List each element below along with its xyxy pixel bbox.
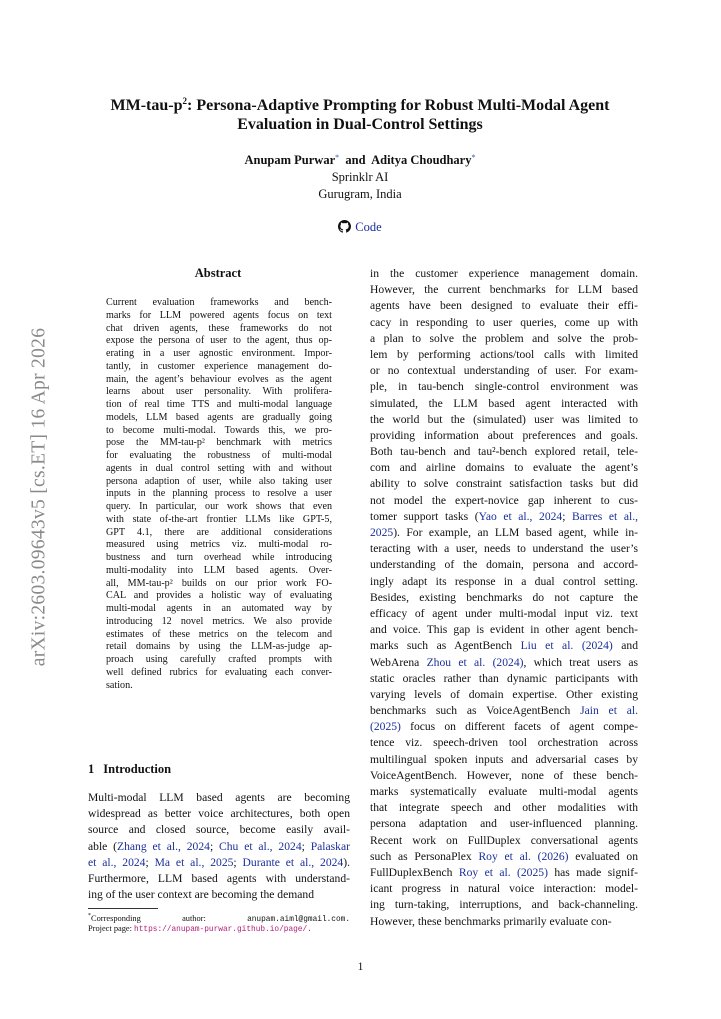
email-link[interactable]: anupam.aiml@gmail.com. (247, 915, 351, 924)
text-line: tence viz. speech-driven tool orchestration across (370, 736, 638, 750)
text-line: inputs in the planning process to resolve a user (106, 488, 332, 500)
text-line: ability to solve constraint satisfaction tasks but did (370, 477, 638, 491)
author-name: Anupam Purwar (244, 153, 336, 167)
introduction-text (88, 790, 350, 903)
text-line: FullDuplexBench Roy et al. (2025) has made signif- (370, 865, 638, 879)
text-line: bustness and turn overhead while introducing (106, 552, 332, 563)
location: Gurugram, India (318, 187, 402, 201)
citation-link[interactable]: Liu et al. (2024) (520, 639, 613, 653)
text-line: expose the persona of user to the agent, thus op- (106, 335, 332, 347)
text-line: et al., 2024; Ma et al., 2025; Durante et al., 2024). (88, 855, 350, 869)
text-line: ingly adapt its response in a dual control setting. (370, 574, 638, 588)
citation-link[interactable]: Roy et al. (2025) (458, 865, 548, 879)
citation-link[interactable]: 2025 (370, 526, 394, 539)
text-line: in the customer experience management domain. (370, 267, 638, 280)
text-line: source and closed source, become easily avail- (88, 823, 350, 837)
footnote-rule (88, 908, 158, 909)
section-heading: 1 Introduction (88, 762, 172, 776)
text-line: measured using metrics viz. multi-modal ro- (106, 539, 332, 551)
text-line: such as PersonaPlex Roy et al. (2026) evaluated on (370, 849, 638, 863)
code-link[interactable]: Code (80, 220, 640, 235)
text-line: marks such as AgentBench Liu et al. (2024) and (370, 639, 638, 653)
text-line: Furthermore, LLM based agents with understand- (88, 871, 350, 885)
text-line: multi-modal agents in an automated way by (106, 603, 332, 614)
text-line: understanding of the domain, persona and accord- (370, 558, 638, 572)
text-line: Besides, existing benchmarks do not capture the (370, 590, 638, 604)
paper-title: $MM-tau-p^2$: Persona-Adaptive Prompting for Robust Multi-Modal Agent Evaluation in Dual-Control Settings (110, 96, 610, 133)
citation-link[interactable]: Zhou et al. (2024) (426, 655, 524, 669)
author-mark: * (335, 153, 340, 162)
text-line: Both tau-bench and tau²-bench explored retail, tele- (370, 445, 638, 459)
page-number: 1 (357, 961, 364, 973)
text-line: Recent work on FullDuplex conversational agents (370, 833, 638, 847)
text-line: able (Zhang et al., 2024; Chu et al., 2024; Palaskar (88, 839, 350, 853)
text-line: that integrate speech and other modalities with (370, 801, 638, 815)
text-line: tion of real time TTS and multi-modal language (106, 399, 332, 410)
text-line: cacy in responding to user queries, come up with (370, 315, 638, 329)
text-line: teracting with a user, needs to understand the user’s (370, 542, 638, 556)
text-line: pose the MM-tau-p² benchmark with metrics (106, 437, 332, 449)
text-line: sation. (106, 679, 133, 691)
text-line: tomer support tasks (Yao et al., 2024; Barres et al., (370, 509, 638, 523)
text-line: However, these benchmarks primarily evaluate con- (370, 914, 612, 928)
text-line: However, the current benchmarks for LLM based (370, 283, 638, 297)
text-line: chat driven agents, these frameworks do not (106, 322, 332, 334)
text-line: ing turn-taking, interruptions, and back-channeling. (370, 898, 638, 912)
text-line: widespread as better voice architectures, both open (88, 807, 350, 821)
text-line: simulated, the LLM based agent interacted with (370, 396, 638, 410)
text-line: varying levels of domain expertise. Other existing (370, 687, 638, 701)
text-line: benchmarks such as VoiceAgentBench Jain et al. (370, 704, 638, 718)
text-line: VoiceAgentBench. However, none of these bench- (370, 768, 638, 782)
text-line: persona adaptation and user-influenced planning. (370, 817, 638, 831)
project-page-link[interactable]: https://anupam-purwar.github.io/page/. (134, 925, 312, 934)
text-line: com and airline domains to evaluate the agent’s (370, 461, 638, 475)
citation-link[interactable]: Jain et al. (580, 704, 638, 718)
footnote: *Corresponding author: anupam.aiml@gmail.com. Project page: https://anupam-purwar.github.io/page/. (88, 913, 351, 934)
right-column-text (370, 266, 638, 930)
github-icon (338, 220, 351, 233)
text-line: retail domains by using the LLM-as-judge ap- (106, 641, 332, 653)
text-line: and voice. This gap is evident in other agent bench- (370, 623, 638, 637)
author-mark: * (471, 153, 476, 162)
citation-link[interactable]: et al., 2024 (88, 855, 146, 869)
text-line: 2025). For example, an LLM based agent, while in- (370, 526, 638, 539)
author-name: Aditya Choudhary (371, 153, 472, 167)
citation-link[interactable]: (2025) (370, 720, 401, 734)
citation-link[interactable]: Zhang et al., 2024 (117, 839, 210, 853)
text-line: icant progress in natural voice interaction: model- (370, 882, 638, 896)
text-line: agents have been designed to evaluate their effi- (370, 299, 638, 313)
text-line: all, MM-tau-p² builds on our prior work FO- (106, 577, 332, 589)
abstract-body (106, 297, 332, 692)
text-line: tantly, in customer experience management do- (106, 360, 332, 372)
text-line: not model the expert-novice gap inherent to cus- (370, 493, 638, 507)
text-line: well defined rubrics for evaluating each conver- (106, 666, 332, 678)
text-line: multi-modality into LLM based agents. Over- (106, 564, 332, 576)
text-line: erating in a user agnostic environment. Impor- (106, 348, 332, 359)
text-line: main, the agent’s behaviour evolves as the agent (106, 373, 332, 385)
text-line: estimates of these metrics on the telecom and (106, 628, 332, 640)
text-line: models, LLM based agents are gradually going (106, 411, 332, 423)
text-line: persona adaption of user, while also taking user (106, 475, 332, 487)
text-line: Multi-modal LLM based agents are becoming (88, 791, 350, 804)
citation-link[interactable]: Roy et al. (2026) (478, 849, 569, 863)
text-line: marks for LLM powered agents focus on text (106, 309, 332, 321)
citation-link[interactable]: Chu et al., 2024 (219, 839, 302, 853)
affiliation: Sprinklr AI (331, 170, 389, 184)
text-line: marks systematically evaluate multi-modal agents (370, 785, 638, 798)
citation-link[interactable]: Ma et al., 2025 (154, 855, 234, 869)
text-line: the world but the (simulated) user was limited to (370, 412, 638, 426)
text-line: introducing 12 novel metrics. We also provide (106, 615, 332, 627)
text-line: WebArena Zhou et al. (2024), which treat users as (370, 655, 638, 669)
arxiv-stamp: arXiv:2603.09643v5 [cs.ET] 16 Apr 2026 (28, 327, 50, 667)
text-line: Current evaluation frameworks and bench- (106, 297, 332, 308)
text-line: learns about user personality. With prolifera- (106, 386, 332, 398)
text-line: ple, in tau-bench single-control environment was (370, 380, 638, 394)
citation-link[interactable]: Durante et al., 2024 (242, 855, 344, 869)
text-line: multilingual spoken inputs and adversarial cases by (370, 752, 638, 766)
text-line: query. In particular, our work shows that even (106, 501, 332, 512)
text-line: GPT 4.1, there are additional considerations (106, 526, 332, 538)
author-line: Anupam Purwar* and Aditya Choudhary* (244, 153, 476, 167)
text-line: providing information about preferences and goals. (370, 428, 638, 442)
citation-link[interactable]: Barres et al., (572, 509, 638, 523)
citation-link[interactable]: Yao et al., 2024 (478, 509, 563, 523)
text-line: lem by performing actions/tool calls with limited (370, 347, 638, 361)
text-line: to become multi-modal. Towards this, we pro- (106, 424, 332, 436)
text-line: agents in dual control setting with and without (106, 462, 332, 474)
text-line: (2025) focus on different facets of agent compe- (370, 720, 638, 734)
citation-link[interactable]: Palaskar (310, 839, 350, 853)
abstract-heading: Abstract (194, 266, 242, 280)
text-line: for evaluating the robustness of multi-modal (106, 450, 332, 461)
text-line: CAL and provides a holistic way of evaluating (106, 590, 332, 602)
text-line: a plan to solve the problem and solve the prob- (370, 331, 638, 345)
text-line: efficacy of agent under multi-modal input viz. text (370, 606, 638, 620)
text-line: ing of the user context are becoming the demand (88, 888, 314, 902)
text-line: with state of-the-art frontier LLMs like GPT-5, (106, 513, 332, 525)
text-line: or no contextual understanding of user. For exam- (370, 364, 638, 378)
text-line: proach using carefully crafted prompts with (106, 654, 332, 665)
text-line: static oracles rather than dynamic participants with (370, 671, 638, 685)
